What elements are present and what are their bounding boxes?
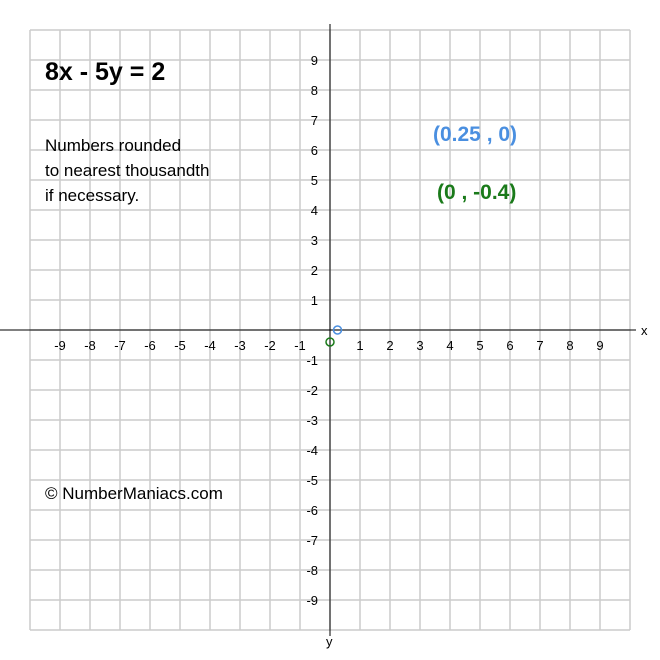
x-tick-label: 6 <box>506 338 514 353</box>
y-tick-label: 7 <box>310 113 318 128</box>
x-tick-label: 9 <box>596 338 604 353</box>
x-tick-label: -7 <box>114 338 126 353</box>
y-tick-label: -1 <box>306 353 318 368</box>
note-line: to nearest thousandth <box>45 161 210 180</box>
x-tick-label: -3 <box>234 338 246 353</box>
x-tick-label: 3 <box>416 338 424 353</box>
x-tick-label: -9 <box>54 338 66 353</box>
x-tick-label: -6 <box>144 338 156 353</box>
y-tick-label: 1 <box>310 293 318 308</box>
x-axis-label: x <box>641 323 648 338</box>
y-tick-label: 5 <box>310 173 318 188</box>
copyright-text: © NumberManiacs.com <box>45 484 223 503</box>
y-tick-label: 3 <box>310 233 318 248</box>
y-tick-label: 2 <box>310 263 318 278</box>
x-tick-label: 2 <box>386 338 394 353</box>
y-tick-label: 4 <box>310 203 318 218</box>
axes <box>0 24 648 649</box>
x-tick-label: 7 <box>536 338 544 353</box>
y-tick-label: 8 <box>310 83 318 98</box>
x-tick-label: -1 <box>294 338 306 353</box>
intercept-points <box>326 326 342 346</box>
x-intercept-label: (0.25 , 0) <box>433 123 518 146</box>
y-intercept-label: (0 , -0.4) <box>437 181 517 204</box>
x-tick-label: 5 <box>476 338 484 353</box>
x-tick-label: 4 <box>446 338 454 353</box>
x-tick-label: -2 <box>264 338 276 353</box>
y-tick-label: 6 <box>310 143 318 158</box>
note-line: if necessary. <box>45 186 140 205</box>
x-tick-label: 1 <box>356 338 364 353</box>
y-tick-label: 9 <box>310 53 318 68</box>
y-tick-label: -8 <box>306 563 318 578</box>
y-tick-label: -5 <box>306 473 318 488</box>
y-tick-label: -2 <box>306 383 318 398</box>
y-tick-label: -3 <box>306 413 318 428</box>
y-tick-label: -9 <box>306 593 318 608</box>
x-tick-label: 8 <box>566 338 574 353</box>
rounding-note <box>45 133 209 208</box>
y-axis-label: y <box>326 634 333 649</box>
x-tick-label: -8 <box>84 338 96 353</box>
y-tick-label: -6 <box>306 503 318 518</box>
note-line: Numbers rounded <box>45 136 182 155</box>
x-tick-label: -4 <box>204 338 216 353</box>
y-tick-label: -4 <box>306 443 318 458</box>
y-tick-label: -7 <box>306 533 318 548</box>
equation-title: 8x - 5y = 2 <box>45 58 166 86</box>
x-tick-label: -5 <box>174 338 186 353</box>
